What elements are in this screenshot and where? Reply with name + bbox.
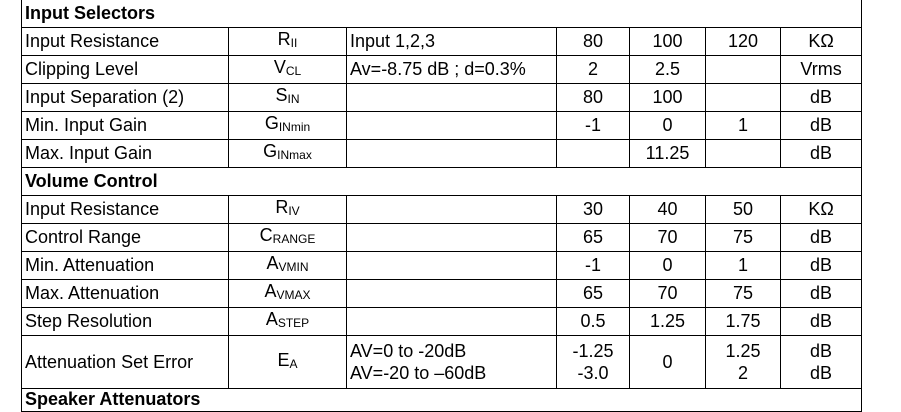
min-cell: 65 [557, 224, 630, 252]
min-cell: -1 [557, 252, 630, 280]
table-row [22, 308, 862, 336]
min-cell: 0.5 [557, 308, 630, 336]
typ-cell: 0 [630, 336, 706, 389]
table-row [22, 140, 862, 168]
max-cell [706, 84, 781, 112]
table-row [22, 280, 862, 308]
symbol-cell: $A_{VMAX}$ [229, 280, 347, 308]
condition-line: AV=-20 to –60dB [350, 363, 487, 383]
parameter-cell: Min. Input Gain [22, 112, 229, 140]
symbol-cell: $G_{INmin}$ [229, 112, 347, 140]
max-value: 2 [737, 363, 748, 383]
unit-value: dB [810, 363, 833, 383]
max-cell: 1 [706, 112, 781, 140]
min-cell: 30 [557, 196, 630, 224]
typ-cell: 100 [630, 84, 706, 112]
table-row [22, 112, 862, 140]
symbol-cell: $G_{INmax}$ [229, 140, 347, 168]
table-row [22, 56, 862, 84]
section-header-row [22, 0, 862, 28]
max-cell [706, 56, 781, 84]
parameter-cell: Control Range [22, 224, 229, 252]
symbol-cell: $A_{STEP}$ [229, 308, 347, 336]
min-cell [557, 140, 630, 168]
typ-cell: 40 [630, 196, 706, 224]
max-cell: 120 [706, 28, 781, 56]
section-title: Input Selectors [22, 0, 862, 28]
typ-cell: 0 [630, 252, 706, 280]
unit-cell: dB [781, 84, 862, 112]
min-cell: -1 [557, 112, 630, 140]
symbol-cell: $A_{VMIN}$ [229, 252, 347, 280]
symbol-cell: $R_{IV}$ [229, 196, 347, 224]
max-cell: 50 [706, 196, 781, 224]
symbol-cell: $V_{CL}$ [229, 56, 347, 84]
parameter-cell: Max. Input Gain [22, 140, 229, 168]
unit-cell: dB [781, 140, 862, 168]
condition-cell [347, 308, 557, 336]
spec-table-container [21, 0, 862, 412]
condition-cell [347, 280, 557, 308]
max-cell: 75 [706, 224, 781, 252]
table-row [22, 224, 862, 252]
parameter-cell: Min. Attenuation [22, 252, 229, 280]
condition-cell [347, 252, 557, 280]
max-cell [706, 140, 781, 168]
section-header-row [22, 168, 862, 196]
typ-cell: 70 [630, 280, 706, 308]
max-cell [706, 336, 781, 389]
section-title: Speaker Attenuators [22, 389, 862, 412]
min-cell: 65 [557, 280, 630, 308]
condition-cell [347, 112, 557, 140]
parameter-cell: Input Separation (2) [22, 84, 229, 112]
typ-cell: 11.25 [630, 140, 706, 168]
typ-cell: 100 [630, 28, 706, 56]
parameter-cell: Step Resolution [22, 308, 229, 336]
symbol-cell: $C_{RANGE}$ [229, 224, 347, 252]
electrical-characteristics-table [21, 0, 862, 412]
section-header-row [22, 389, 862, 412]
typ-cell: 0 [630, 112, 706, 140]
unit-cell: KΩ [781, 28, 862, 56]
parameter-cell: Input Resistance [22, 28, 229, 56]
condition-cell [347, 84, 557, 112]
condition-line: AV=0 to -20dB [350, 341, 467, 361]
min-cell [557, 336, 630, 389]
table-row [22, 28, 862, 56]
parameter-cell: Clipping Level [22, 56, 229, 84]
parameter-cell: Max. Attenuation [22, 280, 229, 308]
unit-cell [781, 336, 862, 389]
symbol-cell: $E_A$ [229, 336, 347, 389]
min-cell: 80 [557, 84, 630, 112]
condition-cell [347, 336, 557, 389]
min-cell: 2 [557, 56, 630, 84]
condition-cell: Av=-8.75 dB ; d=0.3% [347, 56, 557, 84]
unit-value: dB [810, 341, 833, 361]
unit-cell: dB [781, 112, 862, 140]
symbol-cell: $R_{II}$ [229, 28, 347, 56]
table-row [22, 196, 862, 224]
max-cell: 1.75 [706, 308, 781, 336]
unit-cell: dB [781, 252, 862, 280]
section-title: Volume Control [22, 168, 862, 196]
typ-cell: 70 [630, 224, 706, 252]
min-value: -3.0 [577, 363, 609, 383]
unit-cell: dB [781, 280, 862, 308]
unit-cell: dB [781, 308, 862, 336]
parameter-cell: Input Resistance [22, 196, 229, 224]
symbol-cell: $S_{IN}$ [229, 84, 347, 112]
min-value: -1.25 [572, 341, 614, 361]
max-cell: 75 [706, 280, 781, 308]
unit-cell: KΩ [781, 196, 862, 224]
parameter-cell: Attenuation Set Error [22, 336, 229, 389]
typ-cell: 1.25 [630, 308, 706, 336]
condition-cell [347, 140, 557, 168]
condition-cell: Input 1,2,3 [347, 28, 557, 56]
table-row [22, 336, 862, 389]
typ-cell: 2.5 [630, 56, 706, 84]
unit-cell: Vrms [781, 56, 862, 84]
min-cell: 80 [557, 28, 630, 56]
condition-cell [347, 224, 557, 252]
table-row [22, 252, 862, 280]
condition-cell [347, 196, 557, 224]
table-row [22, 84, 862, 112]
unit-cell: dB [781, 224, 862, 252]
max-value: 1.25 [725, 341, 761, 361]
max-cell: 1 [706, 252, 781, 280]
